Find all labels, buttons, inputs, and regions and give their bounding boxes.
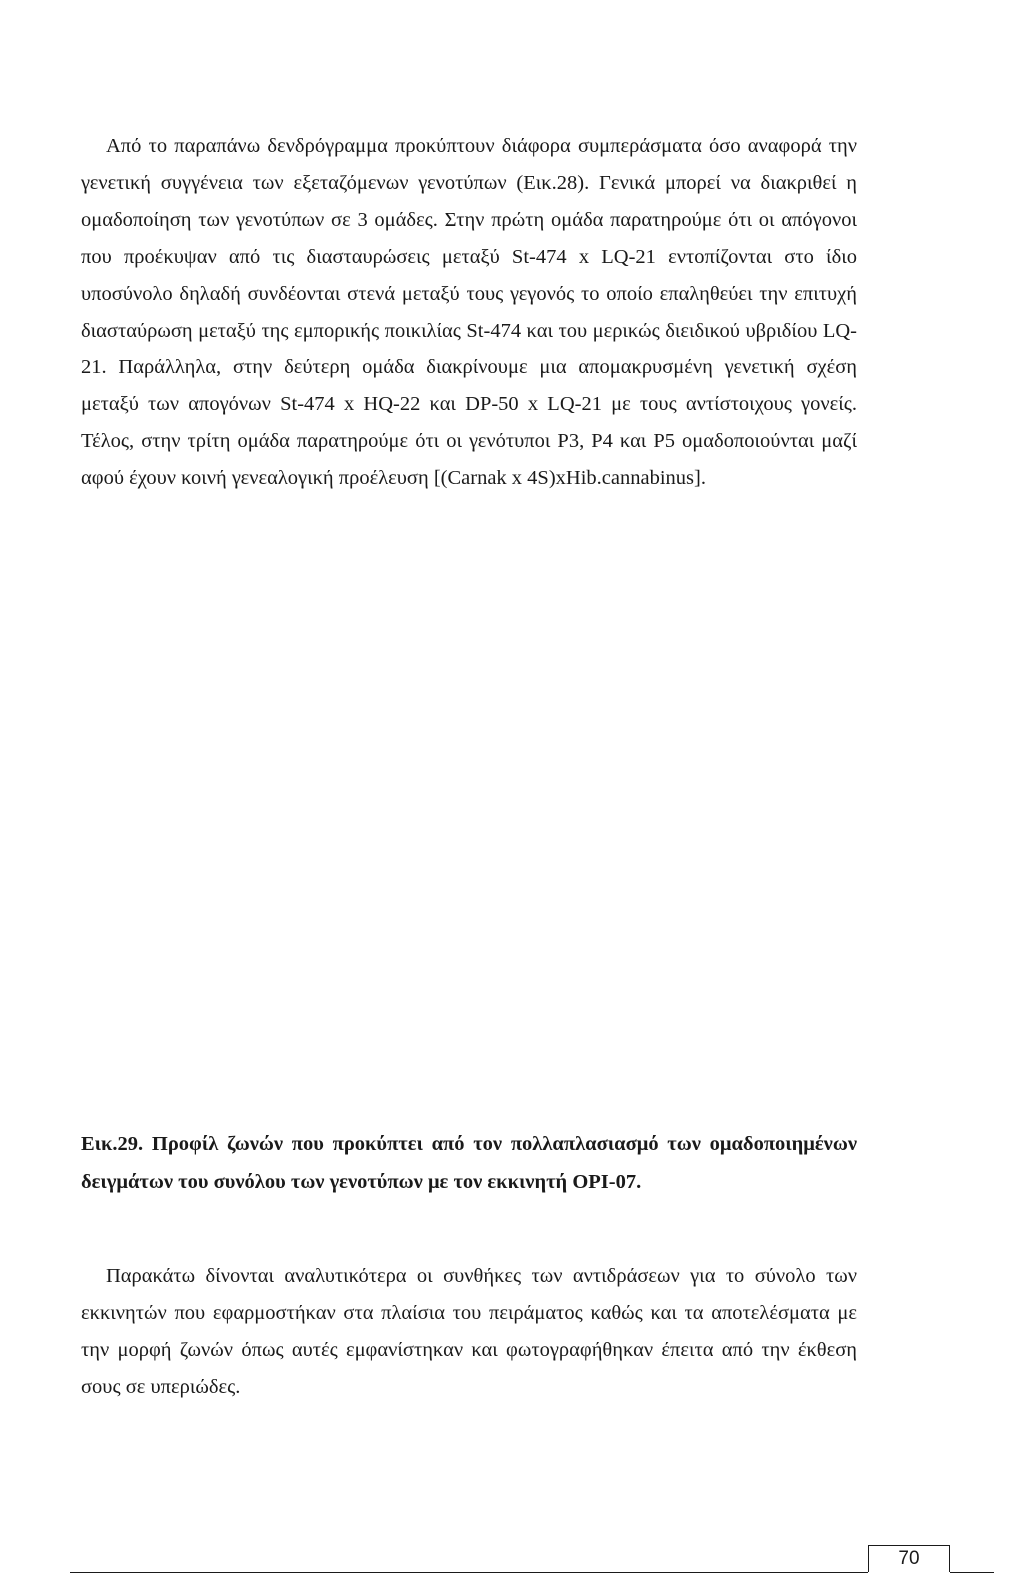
page-footer bbox=[70, 1545, 994, 1575]
page-number: 70 bbox=[898, 1548, 920, 1569]
body-paragraph-reaction-conditions: Παρακάτω δίνονται αναλυτικότερα οι συνθήκες των αντιδράσεων για το σύνολο των εκκινητών που εφαρμοστήκαν στα πλαίσια του πειράματος καθώς και τα αποτελέσματα με την μορφή ζωνών όπως αυτές εμφανίστηκαν και φωτογραφήθηκαν έπειτα από την έκθεση σους σε υπεριώδες. bbox=[81, 1265, 857, 1398]
footer-rule-left bbox=[70, 1572, 868, 1573]
figure-gel-image-area bbox=[0, 590, 1024, 1090]
footer-rule-right bbox=[950, 1572, 994, 1573]
figure-caption: Εικ.29. Προφίλ ζωνών που προκύπτει από τον πολλαπλασιασμό των ομαδοποιημένων δειγμάτων του συνόλου των γενοτύπων με τον εκκινητή OPI-07. bbox=[81, 1133, 857, 1193]
body-paragraph-dendrogram-conclusions: Από το παραπάνω δενδρόγραμμα προκύπτουν διάφορα συμπεράσματα όσο αναφορά την γενετική συγγένεια των εξεταζόμενων γενοτύπων (Εικ.28). Γενικά μπορεί να διακριθεί η ομαδοποίηση των γενοτύπων σε 3 ομάδες. Στην πρώτη ομάδα παρατηρούμε ότι οι απόγονοι που προέκυψαν από τις διασταυρώσεις μεταξύ St-474 x LQ-21 εντοπίζονται στο ίδιο υποσύνολο δηλαδή συνδέονται στενά μεταξύ τους γεγονός το οποίο επαληθεύει την επιτυχή διασταύρωση μεταξύ της εμπορικής ποικιλίας St-474 και του μερικώς διειδικού υβριδίου LQ-21. Παράλληλα, στην δεύτερη ομάδα διακρίνουμε μια απομακρυσμένη γενετική σχέση μεταξύ των απογόνων St-474 x HQ-22 και DP-50 x LQ-21 με τους αντίστοιχους γονείς. Τέλος, στην τρίτη ομάδα παρατηρούμε ότι οι γενότυποι P3, P4 και P5 ομαδοποιούνται μαζί αφού έχουν κοινή γενεαλογική προέλευση [(Carnak x 4S)xHib.cannabinus]. bbox=[81, 135, 857, 490]
